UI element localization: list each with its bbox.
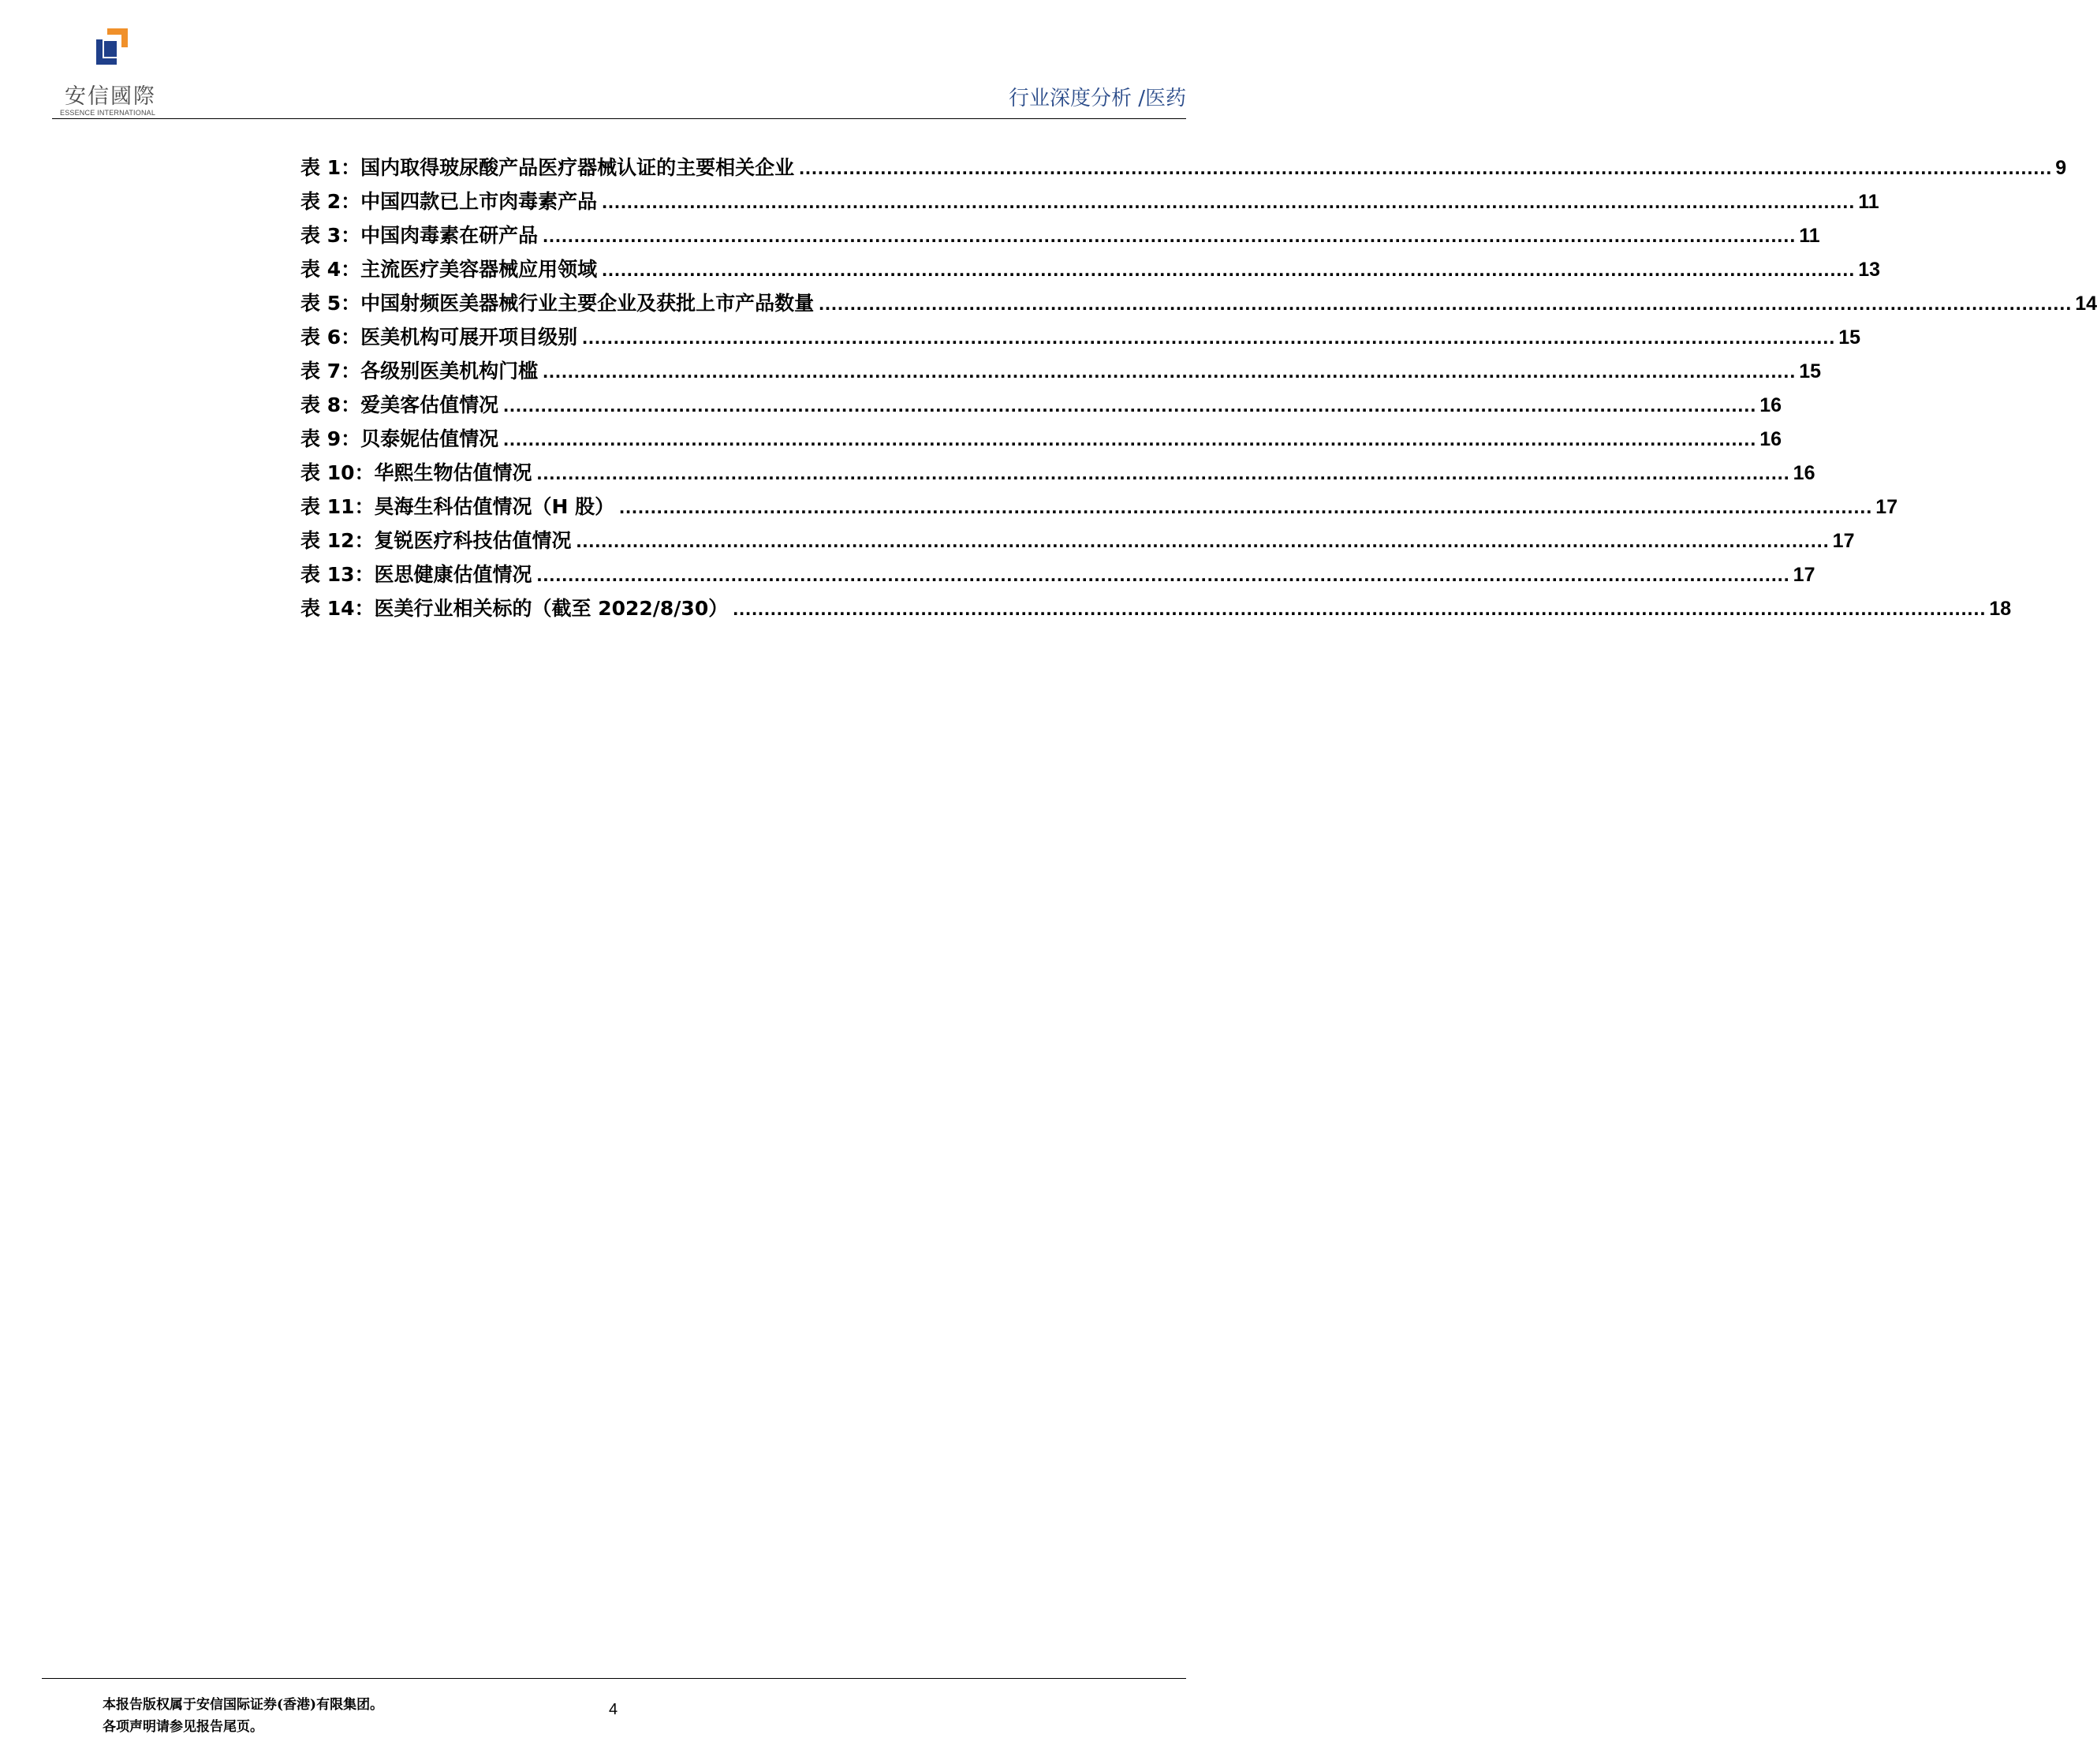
toc-entry-label: 表 7：各级别医美机构门槛 <box>300 360 539 382</box>
header-divider <box>52 118 1186 119</box>
toc-entry-label: 表 5：中国射频医美器械行业主要企业及获批上市产品数量 <box>300 292 815 315</box>
toc-dot-leader: ........................................................................................................................................................................................................ <box>602 191 1856 213</box>
copyright-line-2: 各项声明请参见报告尾页。 <box>103 1719 263 1735</box>
report-category: 行业深度分析 /医药 <box>1008 87 1186 110</box>
toc-entry-label: 表 13：医思健康估值情况 <box>300 563 532 586</box>
toc-entry[interactable] <box>300 525 1855 559</box>
toc-entry-page: 16 <box>1759 428 1782 450</box>
toc-dot-leader: ........................................................................................................................................................................................................ <box>503 394 1757 416</box>
toc-dot-leader: ........................................................................................................................................................................................................ <box>733 598 1987 620</box>
page-number: 4 <box>609 1701 618 1718</box>
logo-mark-icon <box>96 28 128 65</box>
toc-dot-leader: ........................................................................................................................................................................................................ <box>799 157 2053 179</box>
toc-entry-page: 14 <box>2075 293 2097 315</box>
toc-entry-label: 表 11：昊海生科估值情况（H 股） <box>300 495 615 518</box>
toc-entry[interactable] <box>300 559 1815 593</box>
toc-entry-label: 表 3：中国肉毒素在研产品 <box>300 224 539 247</box>
toc-entry-label: 表 9：贝泰妮估值情况 <box>300 427 499 450</box>
toc-entry-page: 11 <box>1858 191 1879 213</box>
company-logo <box>52 27 170 121</box>
toc-entry[interactable] <box>300 322 1861 356</box>
toc-dot-leader: ........................................................................................................................................................................................................ <box>536 462 1790 484</box>
toc-entry[interactable] <box>300 288 2097 322</box>
toc-dot-leader: ........................................................................................................................................................................................................ <box>582 326 1836 349</box>
toc-entry[interactable] <box>300 423 1782 457</box>
toc-entry[interactable] <box>300 152 2067 186</box>
toc-dot-leader: ........................................................................................................................................................................................................ <box>536 564 1790 586</box>
toc-entry-page: 17 <box>1875 496 1898 518</box>
toc-entry-label: 表 4：主流医疗美容器械应用领域 <box>300 258 598 281</box>
toc-entry[interactable] <box>300 220 1820 254</box>
toc-entry[interactable] <box>300 356 1822 390</box>
toc-entry-page: 15 <box>1838 326 1861 349</box>
toc-entry-page: 17 <box>1793 564 1815 586</box>
toc-entry-label: 表 10：华熙生物估值情况 <box>300 461 532 484</box>
toc-dot-leader: ........................................................................................................................................................................................................ <box>543 360 1797 382</box>
toc-entry[interactable] <box>300 491 1898 525</box>
toc-entry[interactable] <box>300 457 1815 491</box>
toc-entry-label: 表 2：中国四款已上市肉毒素产品 <box>300 190 598 213</box>
logo-chinese-name: 安信國際 <box>65 84 156 109</box>
toc-dot-leader: ........................................................................................................................................................................................................ <box>619 496 1873 518</box>
toc-entry-page: 16 <box>1759 394 1782 416</box>
toc-dot-leader: ........................................................................................................................................................................................................ <box>819 293 2073 315</box>
toc-dot-leader: ........................................................................................................................................................................................................ <box>602 259 1856 281</box>
toc-dot-leader: ........................................................................................................................................................................................................ <box>503 428 1757 450</box>
toc-entry-label: 表 8：爱美客估值情况 <box>300 393 499 416</box>
toc-entry[interactable] <box>300 593 2012 627</box>
toc-entry-page: 11 <box>1799 225 1820 247</box>
copyright-line-1: 本报告版权属于安信国际证券(香港)有限集团。 <box>103 1697 384 1713</box>
toc-entry-page: 17 <box>1832 530 1855 552</box>
footer-copyright <box>103 1694 383 1738</box>
logo-english-name: ESSENCE INTERNATIONAL <box>60 109 156 117</box>
toc-dot-leader: ........................................................................................................................................................................................................ <box>576 530 1830 552</box>
toc-entry-page: 13 <box>1858 259 1881 281</box>
toc-entry-label: 表 6：医美机构可展开项目级别 <box>300 326 578 349</box>
toc-entry-page: 18 <box>1989 598 2012 620</box>
toc-entry[interactable] <box>300 254 1881 288</box>
toc-entry-label: 表 1：国内取得玻尿酸产品医疗器械认证的主要相关企业 <box>300 156 795 179</box>
toc-entry-label: 表 14：医美行业相关标的（截至 2022/8/30） <box>300 597 729 620</box>
toc-entry[interactable] <box>300 390 1782 423</box>
toc-entry[interactable] <box>300 186 1879 220</box>
toc-entry-page: 16 <box>1793 462 1815 484</box>
toc-dot-leader: ........................................................................................................................................................................................................ <box>543 225 1797 247</box>
toc-entry-label: 表 12：复锐医疗科技估值情况 <box>300 529 572 552</box>
footer-divider <box>42 1678 1186 1679</box>
toc-entry-page: 9 <box>2055 157 2067 179</box>
table-of-contents <box>300 152 2097 627</box>
toc-entry-page: 15 <box>1799 360 1822 382</box>
